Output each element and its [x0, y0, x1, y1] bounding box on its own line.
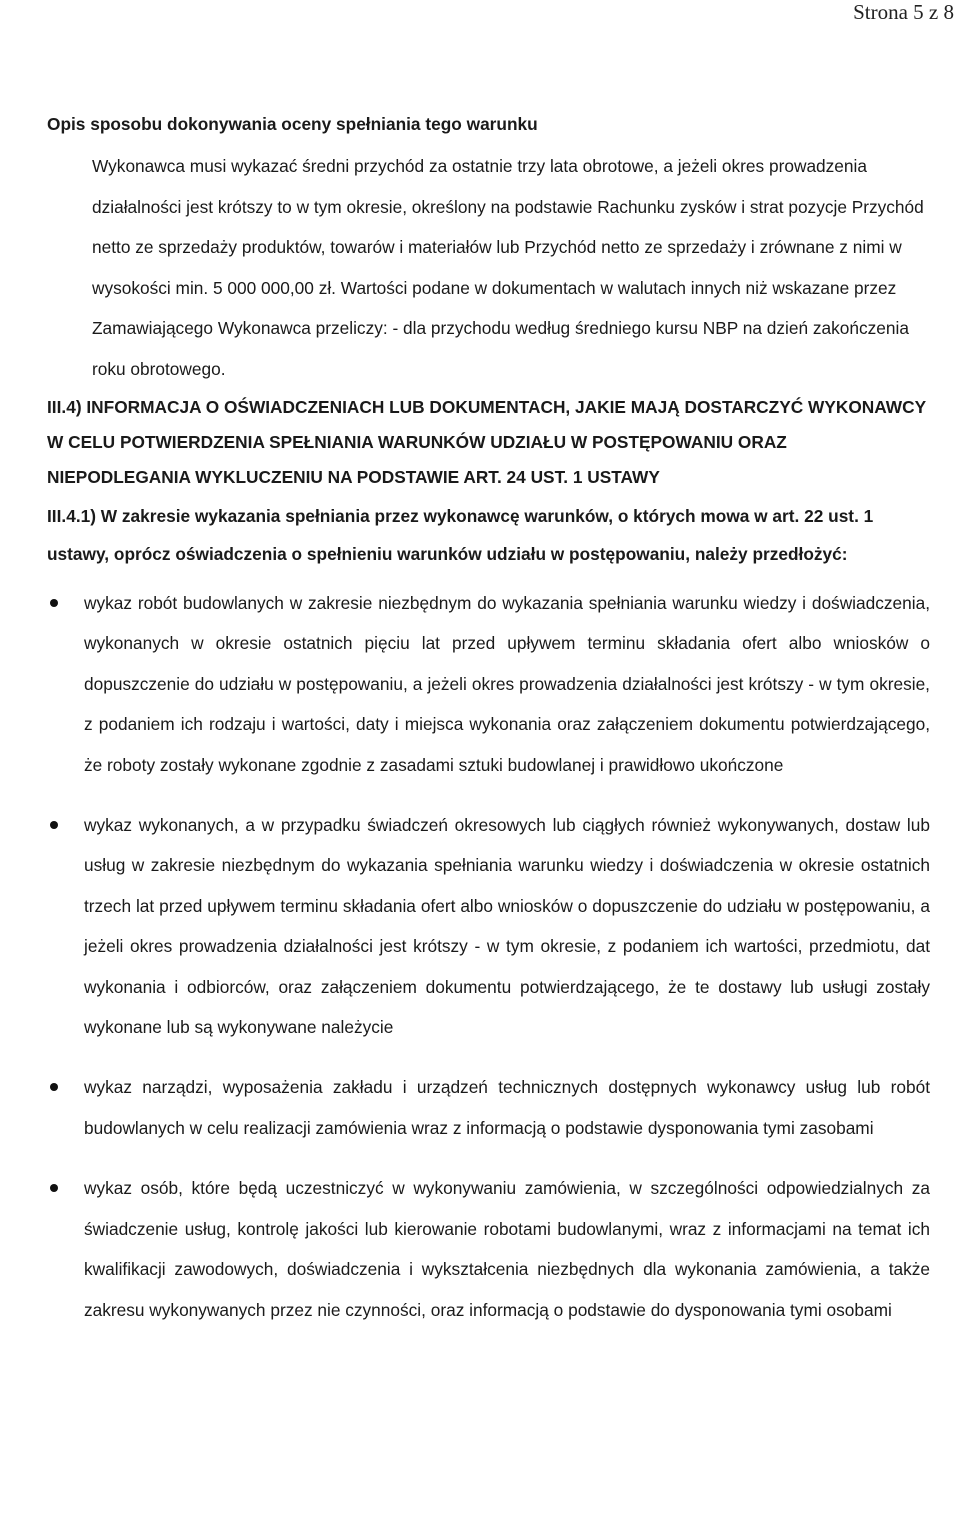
required-documents-list [47, 583, 930, 1330]
bullet-icon [50, 599, 58, 607]
list-item-text: wykaz osób, które będą uczestniczyć w wykonywaniu zamówienia, w szczególności odpowiedzialnych za świadczenie usług, kontrolę jakości lub kierowanie robotami budowlanymi, wraz z informacjami na temat ich kwalifikacji zawodowych, doświadczenia i wykształcenia niezbędnych dla wykonania zamówienia, a także zakresu wykonywanych przez nie czynności, oraz informacją o podstawie do dysponowania tymi osobami [84, 1178, 930, 1320]
list-item [47, 583, 930, 785]
bullet-icon [50, 1184, 58, 1192]
bullet-icon [50, 821, 58, 829]
list-item [47, 805, 930, 1047]
assessment-heading: Opis sposobu dokonywania oceny spełniania tego warunku [47, 114, 538, 134]
bullet-icon [50, 1083, 58, 1091]
list-item-text: wykaz narządzi, wyposażenia zakładu i urządzeń technicznych dostępnych wykonawcy usług lub robót budowlanych w celu realizacji zamówienia wraz z informacją o podstawie dysponowania tymi zasobami [84, 1077, 930, 1138]
list-item-text: wykaz wykonanych, a w przypadku świadczeń okresowych lub ciągłych również wykonywanych, dostaw lub usług w zakresie niezbędnym do wykazania spełniania warunku wiedzy i doświadczenia w okresie ostatnich trzech lat przed upływem terminu składania ofert albo wniosków o dopuszczenie do udziału w postępowaniu, a jeżeli okres prowadzenia działalności jest krótszy - w tym okresie, z podaniem ich wartości, przedmiotu, dat wykonania i odbiorców, oraz załączeniem dokumentu potwierdzającego, że te dostawy lub usługi zostały wykonane lub są wykonywane należycie [84, 815, 930, 1038]
list-item-text: wykaz robót budowlanych w zakresie niezbędnym do wykazania spełniania warunku wiedzy i doświadczenia, wykonanych w okresie ostatnich pięciu lat przed upływem terminu składania ofert albo wniosków o dopuszczenie do udziału w postępowaniu, a jeżeli okres prowadzenia działalności jest krótszy - w tym okresie, z podaniem ich rodzaju i wartości, daty i miejsca wykonania oraz załączeniem dokumentu potwierdzającego, że roboty zostały wykonane zgodnie z zasadami sztuki budowlanej i prawidłowo ukończone [84, 593, 930, 775]
subsection-heading: III.4.1) W zakresie wykazania spełniania przez wykonawcę warunków, o których mowa w art. 22 ust. 1 ustawy, oprócz oświadczenia o spełnieniu warunków udziału w postępowaniu, należy przedłożyć: [47, 506, 874, 564]
chapter-heading: III.4) INFORMACJA O OŚWIADCZENIACH LUB DOKUMENTACH, JAKIE MAJĄ DOSTARCZYĆ WYKONAWCY W CELU POTWIERDZENIA SPEŁNIANIA WARUNKÓW UDZIAŁU W POSTĘPOWANIU ORAZ NIEPODLEGANIA WYKLUCZENIU NA PODSTAWIE ART. 24 UST. 1 USTAWY [47, 397, 926, 487]
assessment-body: Wykonawca musi wykazać średni przychód za ostatnie trzy lata obrotowe, a jeżeli okres prowadzenia działalności jest krótszy to w tym okresie, określony na podstawie Rachunku zysków i strat pozycje Przychód netto ze sprzedaży produktów, towarów i materiałów lub Przychód netto ze sprzedaży i zrównane z nimi w wysokości min. 5 000 000,00 zł. Wartości podane w dokumentach w walutach innych niż wskazane przez Zamawiającego Wykonawca przeliczy: - dla przychodu według średniego kursu NBP na dzień zakończenia roku obrotowego. [92, 156, 924, 379]
list-item [47, 1168, 930, 1330]
list-item [47, 1067, 930, 1148]
document-content [47, 110, 930, 1330]
page-number: Strona 5 z 8 [853, 0, 954, 24]
